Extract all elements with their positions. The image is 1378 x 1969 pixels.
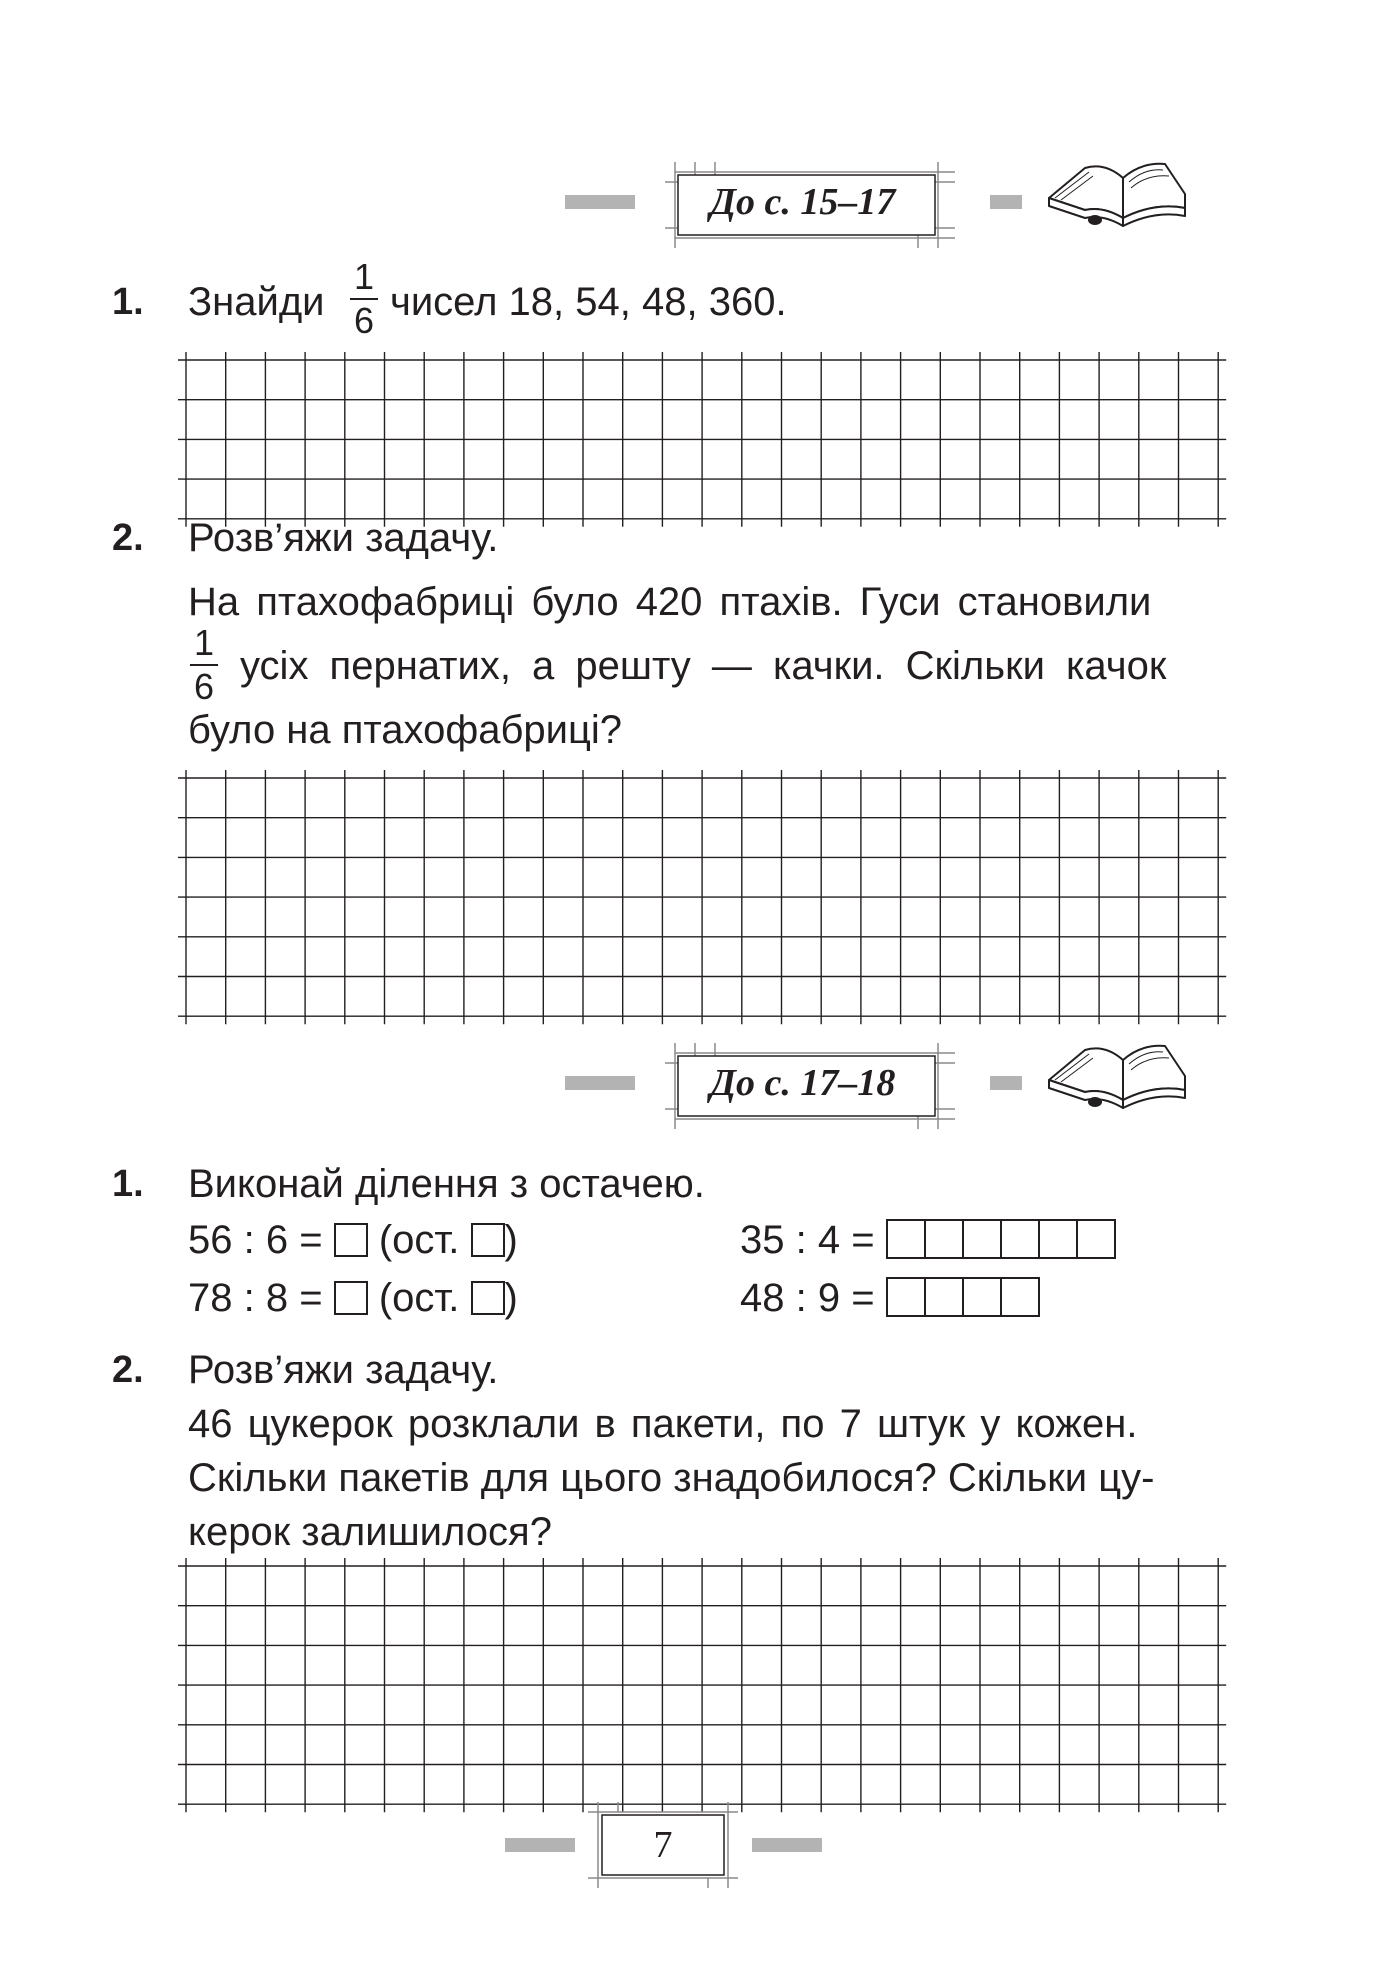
exercise-row [188, 1210, 518, 1270]
page-number: 7 [653, 1824, 673, 1866]
expression: 78 : 8 = [188, 1276, 323, 1320]
header-bar-left [565, 1076, 635, 1090]
open-book-icon [1045, 158, 1190, 238]
section-title: До с. 15–17 [710, 181, 896, 223]
section-title: До с. 17–18 [710, 1062, 896, 1104]
open-book-icon [1045, 1040, 1190, 1120]
problem-text: 46 цукерок розклали в пакети, по 7 штук у кожен. [188, 1402, 1138, 1446]
answer-box[interactable] [334, 1281, 368, 1315]
task-number: 2. [112, 517, 144, 559]
fraction [190, 624, 218, 706]
task-heading: Виконай ділення з остачею. [188, 1162, 705, 1206]
expression: 48 : 9 = [740, 1276, 875, 1320]
problem-text: керок залишилося? [188, 1510, 552, 1554]
footer-bar-left [505, 1838, 575, 1852]
remainder-label: (ост. [378, 1218, 460, 1262]
task-number: 1. [112, 1163, 144, 1205]
answer-box-row[interactable] [886, 1277, 1040, 1317]
answer-grid[interactable] [178, 1558, 1230, 1816]
answer-grid[interactable] [178, 770, 1230, 1028]
fraction-denominator: 6 [353, 300, 375, 341]
answer-grid[interactable] [178, 352, 1230, 531]
header-bar-left [565, 195, 635, 209]
task-heading: Розв’яжи задачу. [188, 516, 499, 560]
problem-text: Скільки пакетів для цього знадобилося? Скільки цу- [188, 1456, 1155, 1500]
answer-box[interactable] [334, 1223, 368, 1257]
footer-bar-right [752, 1838, 822, 1852]
task-text: Знайди [188, 280, 325, 324]
fraction-numerator: 1 [353, 256, 375, 297]
problem-text: було на птахофабриці? [188, 708, 623, 752]
task-number: 2. [112, 1349, 144, 1391]
fraction-numerator: 1 [193, 622, 215, 663]
fraction [350, 258, 378, 340]
exercise-row [740, 1268, 1040, 1328]
fraction-denominator: 6 [193, 666, 215, 707]
header-bar-right [990, 195, 1022, 209]
header-bar-right [990, 1076, 1022, 1090]
expression: 35 : 4 = [740, 1218, 875, 1262]
remainder-label: (ост. [378, 1276, 460, 1320]
problem-text: усіх пернатих, а решту — качки. Скільки качок [240, 644, 1167, 688]
answer-box-row[interactable] [886, 1219, 1116, 1259]
expression: 56 : 6 = [188, 1218, 323, 1262]
exercise-row [740, 1210, 1116, 1270]
close-paren: ) [504, 1276, 518, 1320]
task-text: чисел 18, 54, 48, 360. [390, 280, 787, 324]
remainder-box[interactable] [471, 1223, 505, 1257]
problem-text: На птахофабриці було 420 птахів. Гуси становили [188, 580, 1152, 624]
task-number: 1. [112, 281, 144, 323]
close-paren: ) [504, 1218, 518, 1262]
remainder-box[interactable] [471, 1281, 505, 1315]
task-heading: Розв’яжи задачу. [188, 1348, 499, 1392]
exercise-row [188, 1268, 518, 1328]
